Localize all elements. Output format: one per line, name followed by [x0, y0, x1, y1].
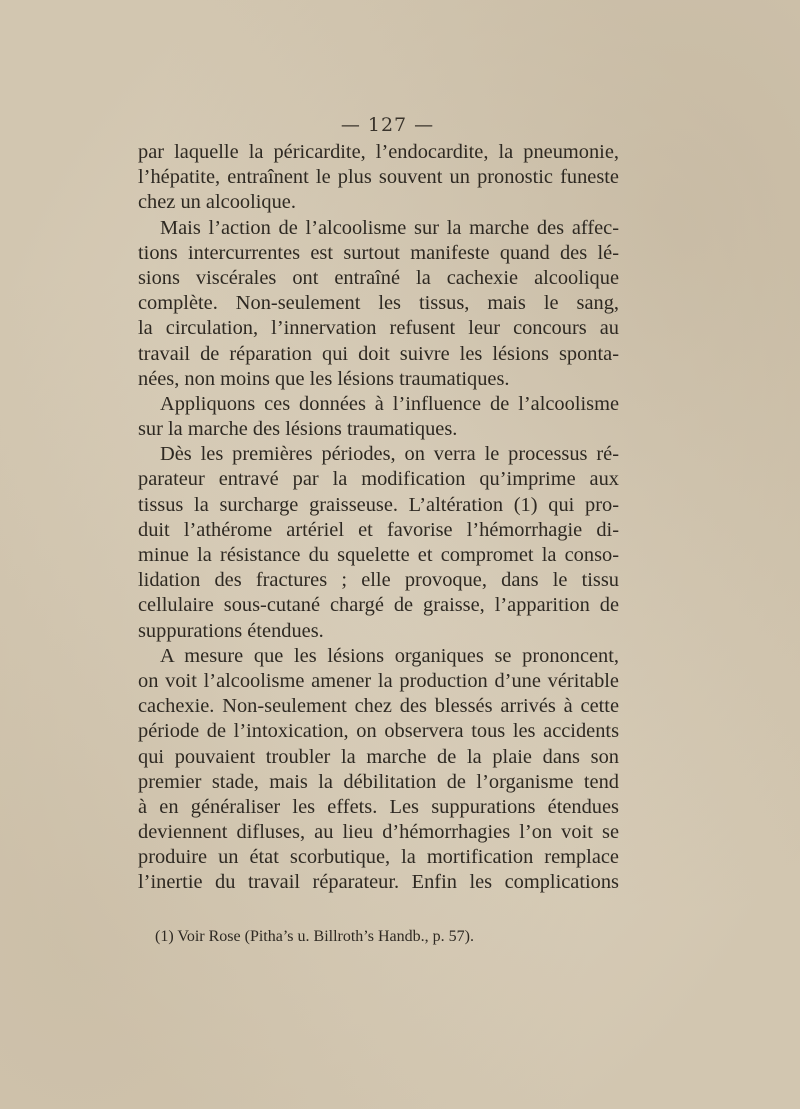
page-number: — 127 — — [340, 114, 435, 136]
text-line: la circulation, l’innervation refusent leur concours au — [138, 317, 619, 340]
text-line: sions viscérales ont entraîné la cachexie alcoolique — [138, 266, 619, 289]
text-line: tissus la surcharge graisseuse. L’altération (1) qui pro- — [138, 493, 619, 516]
text-line: travail de réparation qui doit suivre les lésions sponta- — [138, 342, 619, 365]
text-line: chez un alcoolique. — [138, 191, 296, 214]
text-line: à en généraliser les effets. Les suppurations étendues — [138, 795, 619, 818]
text-line: tions intercurrentes est surtout manifeste quand des lé- — [138, 241, 619, 264]
text-line: cachexie. Non-seulement chez des blessés arrivés à cette — [138, 695, 619, 718]
text-line: parateur entravé par la modification qu’imprime aux — [138, 468, 619, 491]
text-line: nées, non moins que les lésions traumatiques. — [138, 367, 510, 390]
text-line: Appliquons ces données à l’influence de l’alcoolisme — [160, 392, 619, 415]
text-line: minue la résistance du squelette et compromet la conso- — [138, 544, 619, 566]
text-line: sur la marche des lésions traumatiques. — [138, 418, 458, 441]
text-line: cellulaire sous-cutané chargé de graisse, l’apparition de — [138, 594, 619, 617]
text-line: l’hépatite, entraînent le plus souvent un pronostic funeste — [138, 166, 619, 189]
text-line: qui pouvaient troubler la marche de la plaie dans son — [138, 745, 619, 768]
text-line: on voit l’alcoolisme amener la production d’une véritable — [138, 669, 619, 692]
text-line: Dès les premières périodes, on verra le processus ré- — [160, 443, 619, 466]
text-line: produire un état scorbutique, la mortification remplace — [138, 846, 619, 869]
text-line: duit l’athérome artériel et favorise l’hémorrhagie di- — [138, 518, 619, 541]
text-line: deviennent difluses, au lieu d’hémorrhagies l’on voit se — [138, 821, 619, 844]
text-line: l’inertie du travail réparateur. Enfin les complications — [138, 871, 619, 894]
text-line: période de l’intoxication, on observera tous les accidents — [138, 720, 619, 743]
text-line: lidation des fractures ; elle provoque, dans le tissu — [138, 569, 619, 592]
text-line: premier stade, mais la débilitation de l’organisme tend — [138, 770, 619, 793]
text-line: Mais l’action de l’alcoolisme sur la marche des affec- — [160, 216, 619, 239]
footnote: (1) Voir Rose (Pitha’s u. Billroth’s Handb., p. 57). — [155, 928, 474, 945]
text-line: suppurations étendues. — [138, 619, 324, 642]
text-line: par laquelle la péricardite, l’endocardite, la pneumonie, — [138, 141, 619, 163]
body-text — [138, 140, 619, 896]
text-line: complète. Non-seulement les tissus, mais le sang, — [138, 292, 619, 315]
text-line: A mesure que les lésions organiques se prononcent, — [160, 644, 619, 667]
